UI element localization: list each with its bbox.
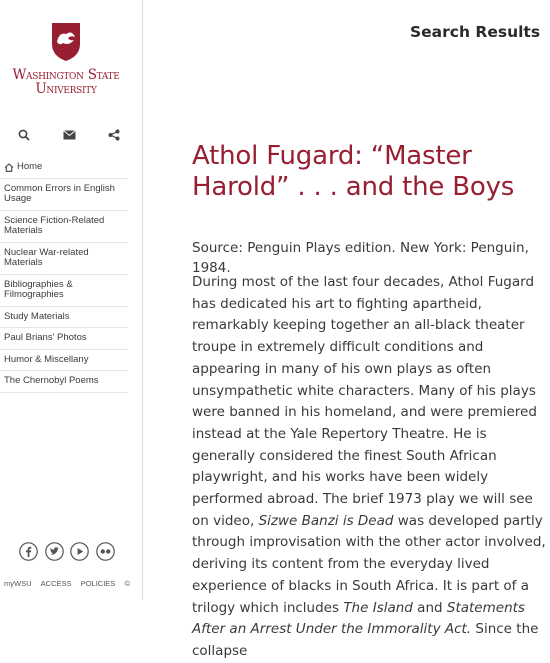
footer-link-policies[interactable]: POLICIES: [80, 579, 116, 588]
article-paragraph: [192, 272, 550, 663]
home-icon: [4, 163, 14, 172]
flickr-icon[interactable]: [96, 542, 115, 561]
youtube-icon[interactable]: [70, 542, 89, 561]
facebook-icon[interactable]: [19, 542, 38, 561]
wsu-logo[interactable]: [0, 22, 132, 96]
wordmark-line-2: University: [35, 81, 97, 97]
sidebar-nav: [0, 157, 128, 393]
paragraph-text: and: [412, 599, 447, 616]
twitter-icon[interactable]: [45, 542, 64, 561]
search-icon[interactable]: [10, 127, 38, 143]
sidebar-item-study-materials[interactable]: Study Materials: [0, 307, 128, 329]
footer-link-mywsu[interactable]: myWSU: [4, 579, 32, 588]
search-results-link[interactable]: Search Results: [410, 23, 541, 41]
sidebar: [0, 0, 143, 600]
wsu-wordmark: [0, 68, 132, 96]
paragraph-text: Since the collapse: [192, 621, 539, 659]
sidebar-item-nuclear-war[interactable]: Nuclear War-related Materials: [0, 243, 128, 275]
paragraph-text: During most of the last four decades, Athol Fugard has dedicated his art to fighting apartheid, remarkably keeping together an all-black theater troupe in extremely difficult conditions and appearing in many of his own plays as often unsympathetic white characters. Many of his plays were banned in his homeland, and were premiered instead at the Yale Repertory Theatre. He is generally considered the finest South African playwright, and his works have been widely performed abroad. The brief 1973 play we will see on video,: [192, 274, 537, 529]
page-title: Athol Fugard: “Master Harold” . . . and the Boys: [192, 141, 515, 202]
social-icons: [19, 542, 115, 561]
sidebar-item-label: Home: [17, 161, 43, 172]
sidebar-footer: [4, 579, 130, 588]
sidebar-item-photos[interactable]: Paul Brians' Photos: [0, 328, 128, 350]
mail-icon[interactable]: [55, 127, 83, 143]
footer-link-copyright[interactable]: ©: [124, 579, 130, 588]
footer-link-access[interactable]: ACCESS: [40, 579, 72, 588]
paragraph-text: was developed partly through improvisation with the other actor involved, deriving its content from the everyday lived experience of blacks in South Africa. It is part of a trilogy which includes: [192, 512, 546, 616]
sidebar-item-humor[interactable]: Humor & Miscellany: [0, 350, 128, 372]
sidebar-item-common-errors[interactable]: Common Errors in English Usage: [0, 179, 128, 211]
utility-icons: [10, 127, 128, 143]
source-citation: Source: Penguin Plays edition. New York: Penguin, 1984.: [192, 240, 529, 276]
italic-title: Sizwe Banzi is Dead: [258, 512, 394, 529]
wordmark-line-1: Washington State: [12, 67, 120, 83]
italic-title: The Island: [343, 599, 413, 616]
sidebar-item-bibliographies[interactable]: Bibliographies & Filmographies: [0, 275, 128, 307]
share-icon[interactable]: [100, 127, 128, 143]
italic-title: Statements After an Arrest Under the Immorality Act.: [192, 599, 525, 638]
sidebar-item-home[interactable]: [0, 157, 128, 179]
sidebar-item-science-fiction[interactable]: Science Fiction-Related Materials: [0, 211, 128, 243]
sidebar-item-chernobyl[interactable]: The Chernobyl Poems: [0, 371, 128, 393]
wsu-shield-icon: [51, 22, 81, 62]
